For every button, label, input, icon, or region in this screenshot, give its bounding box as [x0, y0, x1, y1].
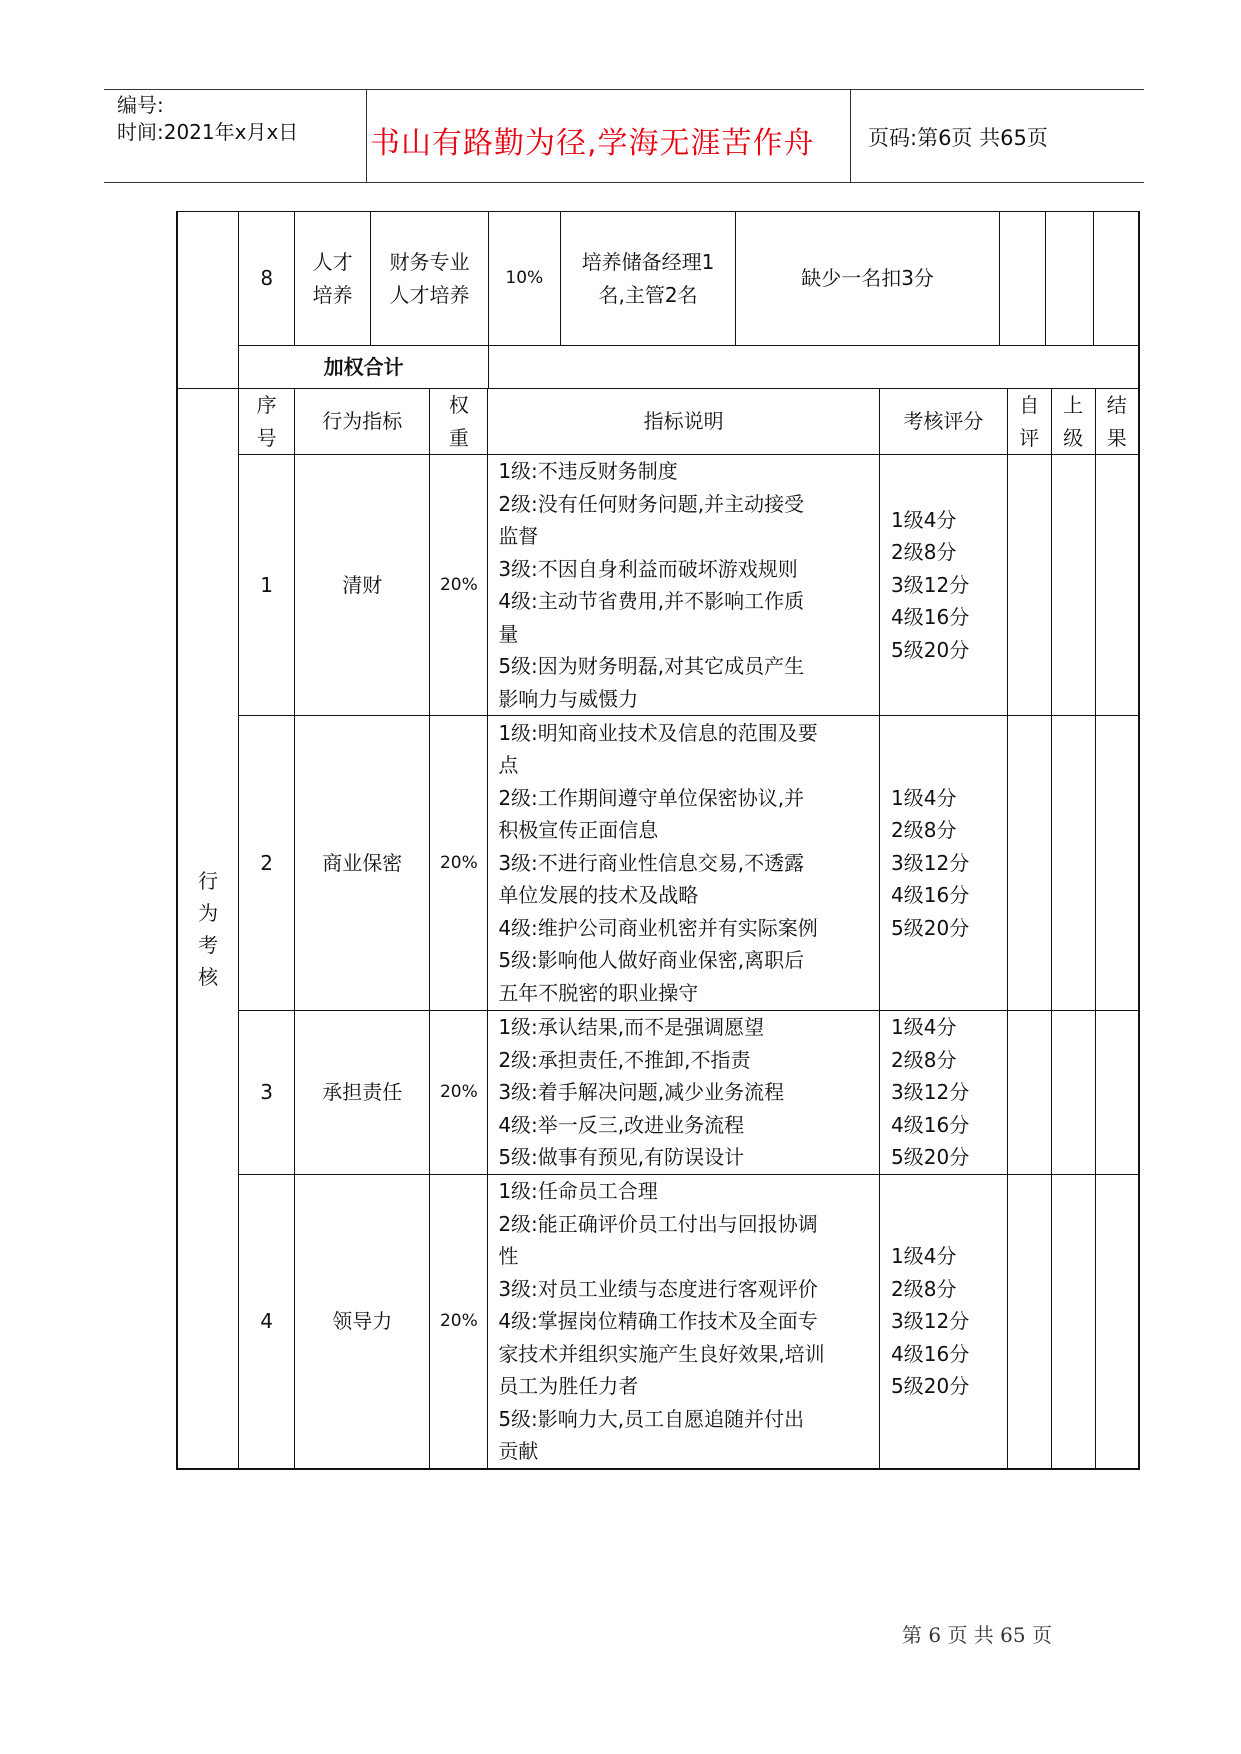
row-weight: 20% — [430, 716, 488, 1011]
footer-page-number: 第 6 页 共 65 页 — [902, 1623, 1052, 1647]
row-scores: 1级4分 2级8分 3级12分 4级16分 5级20分 — [880, 455, 1008, 716]
row-weight: 20% — [430, 455, 488, 716]
weighted-total-label: 加权合计 — [239, 346, 489, 389]
result-cell[interactable] — [1095, 455, 1139, 716]
document-time-label: 时间:2021年x月x日 — [117, 120, 299, 144]
row-indicator: 清财 — [295, 455, 430, 716]
superior-eval-cell[interactable] — [1051, 1174, 1095, 1469]
row-scores: 1级4分 2级8分 3级12分 4级16分 5级20分 — [880, 716, 1008, 1011]
row-target: 培养储备经理1 名,主管2名 — [560, 212, 736, 346]
row-indicator: 领导力 — [295, 1174, 430, 1469]
header-scoring: 考核评分 — [880, 389, 1008, 455]
header-index: 序 号 — [239, 389, 295, 455]
row-index: 4 — [239, 1174, 295, 1469]
row-indicator: 财务专业 人才培养 — [371, 212, 489, 346]
self-eval-cell[interactable] — [1007, 455, 1051, 716]
row-index: 1 — [239, 455, 295, 716]
header-description: 指标说明 — [488, 389, 880, 455]
table-row — [177, 455, 1139, 716]
table-header-row — [177, 389, 1139, 455]
behavior-assessment-table — [176, 388, 1140, 1470]
superior-eval-cell[interactable] — [1051, 716, 1095, 1011]
header-top-rule — [104, 89, 1144, 90]
self-eval-cell[interactable] — [1007, 1011, 1051, 1175]
self-eval-cell[interactable] — [1007, 716, 1051, 1011]
header-divider-left — [366, 89, 367, 183]
result-cell[interactable] — [1095, 1011, 1139, 1175]
superior-eval-cell[interactable] — [1051, 1011, 1095, 1175]
section-cell-empty — [177, 212, 239, 389]
table-row — [177, 1174, 1139, 1469]
header-indicator: 行为指标 — [295, 389, 430, 455]
header-weight: 权 重 — [430, 389, 488, 455]
row-scoring: 缺少一名扣3分 — [736, 212, 999, 346]
row-category: 人才 培养 — [295, 212, 371, 346]
row-index: 8 — [239, 212, 295, 346]
row-weight: 20% — [430, 1174, 488, 1469]
superior-eval-cell[interactable] — [1051, 455, 1095, 716]
header-bottom-rule — [104, 182, 1144, 183]
performance-table-top — [176, 211, 1140, 389]
row-description: 1级:不违反财务制度 2级:没有任何财务问题,并主动接受 监督 3级:不因自身利益而破坏游戏规则 4级:主动节省费用,并不影响工作质 量 5级:因为财务明磊,对其它成员产生 影响力与威慑力 — [488, 455, 880, 716]
header-superior: 上 级 — [1051, 389, 1095, 455]
row-description: 1级:明知商业技术及信息的范围及要 点 2级:工作期间遵守单位保密协议,并 积极宣传正面信息 3级:不进行商业性信息交易,不透露 单位发展的技术及战略 4级:维护公司商业机密并有实际案例 5级:影响他人做好商业保密,离职后 五年不脱密的职业操守 — [488, 716, 880, 1011]
row-weight: 10% — [488, 212, 560, 346]
weighted-total-value[interactable] — [488, 346, 1139, 389]
header-self: 自 评 — [1007, 389, 1051, 455]
header-meta — [117, 92, 298, 146]
row-indicator: 商业保密 — [295, 716, 430, 1011]
result-cell[interactable] — [1095, 1174, 1139, 1469]
table-row — [177, 1011, 1139, 1175]
document-number-label: 编号: — [117, 93, 164, 117]
row-scores: 1级4分 2级8分 3级12分 4级16分 5级20分 — [880, 1011, 1008, 1175]
weighted-total-row — [177, 346, 1139, 389]
row-index: 3 — [239, 1011, 295, 1175]
result-cell[interactable] — [1093, 212, 1139, 346]
table-row — [177, 716, 1139, 1011]
self-eval-cell[interactable] — [999, 212, 1045, 346]
row-weight: 20% — [430, 1011, 488, 1175]
table-row — [177, 212, 1139, 346]
superior-eval-cell[interactable] — [1045, 212, 1093, 346]
header-result: 结 果 — [1095, 389, 1139, 455]
row-scores: 1级4分 2级8分 3级12分 4级16分 5级20分 — [880, 1174, 1008, 1469]
self-eval-cell[interactable] — [1007, 1174, 1051, 1469]
row-description: 1级:任命员工合理 2级:能正确评价员工付出与回报协调 性 3级:对员工业绩与态度进行客观评价 4级:掌握岗位精确工作技术及全面专 家技术并组织实施产生良好效果,培训 员工为胜任力者 5级:影响力大,员工自愿追随并付出 贡献 — [488, 1174, 880, 1469]
header-divider-right — [850, 89, 851, 183]
row-index: 2 — [239, 716, 295, 1011]
row-description: 1级:承认结果,而不是强调愿望 2级:承担责任,不推卸,不指责 3级:着手解决问题,减少业务流程 4级:举一反三,改进业务流程 5级:做事有预见,有防误设计 — [488, 1011, 880, 1175]
result-cell[interactable] — [1095, 716, 1139, 1011]
header-motto: 书山有路勤为径,学海无涯苦作舟 — [370, 126, 815, 161]
row-indicator: 承担责任 — [295, 1011, 430, 1175]
header-page-code: 页码:第6页 共65页 — [868, 126, 1048, 150]
section-label-behavior: 行 为 考 核 — [177, 389, 239, 1470]
